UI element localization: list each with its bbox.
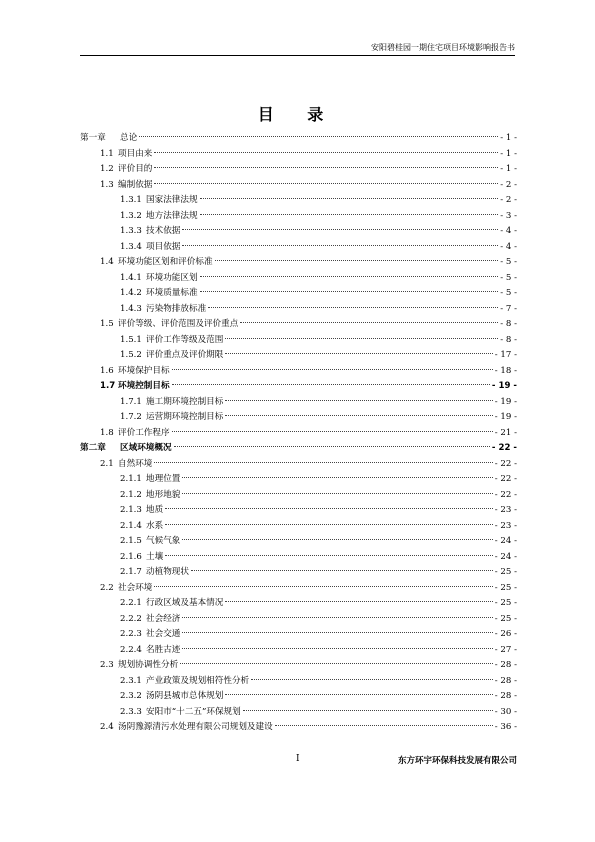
toc-entry-number: 第一章 — [80, 133, 106, 143]
toc-entry[interactable] — [80, 348, 517, 364]
toc-entry[interactable] — [80, 503, 517, 519]
toc-dot-leader — [225, 415, 492, 416]
toc-entry[interactable] — [80, 658, 517, 674]
toc-entry[interactable] — [80, 565, 517, 581]
toc-dot-leader — [174, 446, 490, 447]
toc-entry[interactable] — [80, 224, 517, 240]
toc-entry[interactable] — [80, 488, 517, 504]
toc-entry-number: 1.4 — [100, 257, 114, 267]
toc-entry-page: - 22 - — [494, 489, 517, 500]
toc-entry-text: 社会环境 — [118, 582, 153, 593]
toc-entry-text: 项目依据 — [146, 241, 181, 252]
toc-dot-leader — [200, 291, 499, 292]
toc-dot-leader — [225, 601, 492, 602]
toc-entry[interactable] — [80, 255, 517, 271]
toc-entry[interactable] — [80, 643, 517, 659]
toc-entry-label — [120, 488, 180, 504]
toc-dot-leader — [208, 307, 498, 308]
toc-entry-label — [120, 271, 198, 287]
toc-entry-text: 社会交通 — [146, 629, 181, 639]
toc-entry-number: 1.3.2 — [120, 210, 142, 221]
toc-entry-page: - 26 - — [494, 629, 517, 639]
toc-entry-number: 2.1.2 — [120, 489, 142, 500]
toc-entry-label — [100, 658, 178, 674]
toc-dot-leader — [251, 679, 493, 680]
toc-entry-text: 名胜古迹 — [146, 644, 181, 655]
toc-entry-page: - 28 - — [494, 660, 517, 670]
toc-entry-number: 1.3.1 — [120, 195, 142, 205]
toc-entry-page: - 18 - — [494, 365, 517, 376]
toc-entry-text: 产业政策及规划相符性分析 — [146, 675, 250, 686]
toc-entry-text: 环境保护目标 — [118, 365, 170, 376]
toc-entry-text: 评价工作程序 — [118, 427, 170, 438]
toc-entry-label — [120, 503, 163, 519]
toc-entry-label — [100, 581, 152, 597]
toc-dot-leader — [240, 322, 498, 323]
toc-entry-text: 地质 — [146, 505, 164, 515]
toc-entry[interactable] — [80, 193, 517, 209]
toc-entry-page: - 25 - — [494, 567, 517, 577]
toc-entry[interactable] — [80, 627, 517, 643]
toc-dot-leader — [182, 648, 492, 649]
toc-dot-leader — [191, 570, 493, 571]
toc-entry-label — [80, 131, 137, 147]
toc-entry-number: 1.1 — [100, 148, 114, 159]
toc-entry-page: - 5 - — [500, 257, 517, 267]
toc-entry-label — [100, 426, 170, 442]
toc-entry-text: 编制依据 — [118, 179, 153, 190]
toc-entry-number: 1.6 — [100, 365, 114, 376]
toc-entry-number: 2.1.3 — [120, 505, 142, 515]
toc-dot-leader — [154, 462, 492, 463]
toc-entry-label — [120, 302, 206, 318]
toc-entry[interactable] — [80, 550, 517, 566]
toc-entry-number: 1.3 — [100, 179, 114, 190]
toc-dot-leader — [243, 710, 493, 711]
toc-entry-page: - 1 - — [500, 133, 517, 143]
toc-entry-number: 1.3.4 — [120, 241, 142, 252]
toc-entry-label — [120, 674, 249, 690]
toc-entry-page: - 4 - — [500, 226, 517, 236]
toc-entry-page: - 24 - — [494, 536, 517, 546]
toc-entry[interactable] — [80, 720, 517, 736]
toc-entry-label — [100, 379, 170, 395]
toc-entry-label — [120, 333, 223, 349]
toc-entry-number: 2.1.6 — [120, 551, 142, 562]
page-title: 目 录 — [257, 105, 338, 124]
toc-dot-leader — [172, 384, 490, 385]
toc-entry-text: 土壤 — [146, 551, 164, 562]
toc-entry-number: 2.1.4 — [120, 520, 142, 531]
toc-entry-page: - 21 - — [494, 427, 517, 438]
toc-entry-number: 2.1.7 — [120, 567, 142, 577]
toc-dot-leader — [182, 617, 492, 618]
toc-entry-label — [120, 519, 163, 535]
toc-entry-text: 地方法律法规 — [146, 210, 198, 221]
toc-dot-leader — [215, 260, 499, 261]
page-number: I — [296, 754, 300, 764]
toc-dot-leader — [200, 276, 499, 277]
toc-entry-page: - 5 - — [500, 288, 517, 298]
toc-entry-label — [100, 457, 152, 473]
toc-entry-label — [120, 689, 223, 705]
toc-entry-text: 动植物现状 — [146, 567, 189, 577]
toc-entry-page: - 22 - — [494, 458, 517, 469]
toc-entry-text: 环境质量标准 — [146, 288, 198, 298]
toc-entry-label — [120, 193, 198, 209]
toc-entry-page: - 23 - — [494, 520, 517, 531]
toc-entry-number: 2.3.3 — [120, 706, 142, 717]
toc-entry-text: 技术依据 — [146, 226, 181, 236]
toc-entry-text: 区域环境概况 — [120, 443, 172, 453]
toc-entry-page: - 25 - — [494, 598, 517, 608]
toc-entry-page: - 30 - — [494, 706, 517, 717]
toc-entry-label — [120, 286, 198, 302]
toc-entry-text: 汤阴县城市总体规划 — [146, 691, 224, 701]
toc-dot-leader — [154, 167, 498, 168]
toc-entry-page: - 23 - — [494, 505, 517, 515]
toc-entry-text: 评价等级、评价范围及评价重点 — [118, 319, 239, 329]
toc-entry-text: 行政区域及基本情况 — [146, 598, 224, 608]
toc-dot-leader — [180, 663, 493, 664]
toc-dot-leader — [172, 369, 493, 370]
toc-dot-leader — [275, 725, 493, 726]
toc-entry-label — [100, 317, 238, 333]
toc-entry-page: - 19 - — [494, 396, 517, 407]
toc-entry[interactable] — [80, 674, 517, 690]
toc-entry-label — [100, 255, 213, 271]
toc-dot-leader — [182, 477, 492, 478]
toc-dot-leader — [225, 353, 492, 354]
toc-entry-number: 1.5 — [100, 319, 114, 329]
toc-entry-label — [120, 596, 223, 612]
toc-dot-leader — [200, 214, 499, 215]
company-name: 东方环宇环保科技发展有限公司 — [397, 756, 517, 766]
toc-entry-text: 社会经济 — [146, 613, 181, 624]
toc-entry[interactable] — [80, 271, 517, 287]
toc-entry-page: - 19 - — [491, 381, 517, 391]
toc-dot-leader — [182, 245, 498, 246]
toc-entry-text: 环境控制目标 — [118, 381, 170, 391]
toc-entry-number: 2.2.4 — [120, 644, 142, 655]
toc-entry[interactable] — [80, 472, 517, 488]
toc-entry[interactable] — [80, 441, 517, 457]
toc-entry-number: 2.1.1 — [120, 474, 142, 484]
toc-dot-leader — [200, 198, 499, 199]
toc-entry-page: - 27 - — [494, 644, 517, 655]
toc-dot-leader — [154, 152, 498, 153]
toc-entry-page: - 22 - — [494, 474, 517, 484]
toc-entry-number: 1.3.3 — [120, 226, 142, 236]
toc-entry-number: 1.8 — [100, 427, 114, 438]
toc-entry[interactable] — [80, 302, 517, 318]
toc-entry-label — [120, 224, 180, 240]
toc-entry-number: 1.7 — [100, 381, 116, 391]
toc-entry[interactable] — [80, 596, 517, 612]
toc-entry[interactable] — [80, 705, 517, 721]
toc-dot-leader — [139, 136, 498, 137]
toc-entry-number: 2.3.2 — [120, 691, 142, 701]
toc-entry-text: 总论 — [120, 133, 138, 143]
toc-entry-number: 1.2 — [100, 164, 114, 174]
toc-entry-number: 1.4.2 — [120, 288, 142, 298]
toc-entry-number: 2.2 — [100, 582, 114, 593]
toc-entry-label — [100, 720, 273, 736]
toc-entry-label — [100, 162, 152, 178]
toc-entry-page: - 1 - — [500, 148, 517, 159]
toc-dot-leader — [182, 539, 492, 540]
toc-entry-label — [100, 364, 170, 380]
toc-entry-page: - 8 - — [500, 334, 517, 345]
toc-entry[interactable] — [80, 395, 517, 411]
toc-entry-label — [120, 705, 241, 721]
toc-entry-number: 1.7.2 — [120, 412, 142, 422]
toc-entry-number: 2.2.3 — [120, 629, 142, 639]
toc-entry-page: - 1 - — [500, 164, 517, 174]
toc-entry[interactable] — [80, 333, 517, 349]
toc-entry[interactable] — [80, 317, 517, 333]
toc-dot-leader — [182, 493, 492, 494]
toc-entry[interactable] — [80, 240, 517, 256]
toc-entry-number: 1.4.1 — [120, 272, 142, 283]
toc-entry[interactable] — [80, 286, 517, 302]
toc-entry[interactable] — [80, 131, 517, 147]
toc-entry-page: - 8 - — [500, 319, 517, 329]
toc-entry[interactable] — [80, 162, 517, 178]
toc-entry-label — [100, 147, 152, 163]
toc-entry-number: 1.5.1 — [120, 334, 142, 345]
toc-entry-page: - 25 - — [494, 613, 517, 624]
toc-entry-text: 水系 — [146, 520, 164, 531]
toc-entry-number: 2.1.5 — [120, 536, 142, 546]
toc-entry-page: - 3 - — [500, 210, 517, 221]
toc-entry-page: - 24 - — [494, 551, 517, 562]
running-header: 安阳碧桂园一期住宅项目环境影响报告书 — [80, 42, 515, 56]
toc-entry-label — [100, 178, 152, 194]
toc-dot-leader — [225, 338, 498, 339]
toc-entry[interactable] — [80, 379, 517, 395]
toc-dot-leader — [165, 524, 493, 525]
toc-entry[interactable] — [80, 612, 517, 628]
toc-entry[interactable] — [80, 147, 517, 163]
toc-entry-page: - 19 - — [494, 412, 517, 422]
toc-entry-text: 评价工作等级及范围 — [146, 334, 224, 345]
toc-entry-label — [120, 472, 180, 488]
toc-entry-page: - 28 - — [494, 675, 517, 686]
toc-entry-page: - 7 - — [500, 303, 517, 314]
toc-entry-page: - 4 - — [500, 241, 517, 252]
toc-entry-text: 地形地貌 — [146, 489, 181, 500]
toc-entry-page: - 36 - — [494, 722, 517, 732]
toc-entry-page: - 5 - — [500, 272, 517, 283]
toc-entry-page: - 28 - — [494, 691, 517, 701]
toc-dot-leader — [165, 555, 493, 556]
toc-entry-number: 第二章 — [80, 443, 106, 453]
toc-dot-leader — [165, 508, 493, 509]
toc-entry[interactable] — [80, 534, 517, 550]
toc-entry-page: - 2 - — [500, 195, 517, 205]
toc-entry-text: 国家法律法规 — [146, 195, 198, 205]
toc-entry-label — [120, 627, 180, 643]
toc-entry-label — [120, 240, 180, 256]
toc-dot-leader — [172, 431, 493, 432]
toc-entry-label — [80, 441, 172, 457]
toc-dot-leader — [182, 632, 492, 633]
toc-entry[interactable] — [80, 178, 517, 194]
toc-entry[interactable] — [80, 209, 517, 225]
toc-entry-label — [120, 410, 223, 426]
toc-entry-label — [120, 534, 180, 550]
toc-dot-leader — [154, 586, 492, 587]
toc-entry-number: 2.4 — [100, 722, 114, 732]
toc-entry-text: 安阳市“十二五”环保规划 — [146, 706, 241, 717]
toc-entry-text: 汤阴豫源清污水处理有限公司规划及建设 — [118, 722, 273, 732]
toc-entry[interactable] — [80, 689, 517, 705]
toc-entry-label — [120, 348, 223, 364]
toc-entry-page: - 2 - — [500, 179, 517, 190]
toc-entry[interactable] — [80, 410, 517, 426]
toc-entry-number: 2.1 — [100, 458, 114, 469]
toc-entry-number: 2.3.1 — [120, 675, 142, 686]
toc-entry-text: 环境功能区划 — [146, 272, 198, 283]
toc-entry-text: 运营期环境控制目标 — [146, 412, 224, 422]
toc-entry[interactable] — [80, 519, 517, 535]
toc-entry-text: 规划协调性分析 — [118, 660, 179, 670]
toc-entry-label — [120, 643, 180, 659]
toc-entry-label — [120, 395, 223, 411]
toc-entry-text: 评价重点及评价期限 — [146, 350, 224, 360]
toc-dot-leader — [225, 694, 492, 695]
toc-entry[interactable] — [80, 426, 517, 442]
toc-entry-page: - 22 - — [491, 443, 517, 453]
toc-dot-leader — [225, 400, 492, 401]
toc-entry-label — [120, 612, 180, 628]
toc-entry-number: 1.4.3 — [120, 303, 142, 314]
toc-entry-page: - 25 - — [494, 582, 517, 593]
toc-entry-page: - 17 - — [494, 350, 517, 360]
toc-entry-number: 2.3 — [100, 660, 114, 670]
toc-entry-text: 评价目的 — [118, 164, 153, 174]
toc-entry-number: 1.7.1 — [120, 396, 142, 407]
toc-entry-text: 项目由来 — [118, 148, 153, 159]
toc-entry-text: 污染物排放标准 — [146, 303, 207, 314]
toc-dot-leader — [182, 229, 498, 230]
toc-entry-number: 2.2.2 — [120, 613, 142, 624]
toc-entry-text: 施工期环境控制目标 — [146, 396, 224, 407]
toc-entry-text: 地理位置 — [146, 474, 181, 484]
toc-entry-number: 2.2.1 — [120, 598, 142, 608]
toc-entry-text: 气候气象 — [146, 536, 181, 546]
toc-entry-label — [120, 565, 189, 581]
toc-entry-text: 自然环境 — [118, 458, 153, 469]
toc-entry-label — [120, 550, 163, 566]
toc-entry-label — [120, 209, 198, 225]
table-of-contents — [80, 131, 517, 736]
toc-entry-number: 1.5.2 — [120, 350, 142, 360]
toc-entry[interactable] — [80, 364, 517, 380]
toc-entry[interactable] — [80, 457, 517, 473]
toc-entry[interactable] — [80, 581, 517, 597]
toc-dot-leader — [154, 183, 498, 184]
toc-entry-text: 环境功能区划和评价标准 — [118, 257, 213, 267]
